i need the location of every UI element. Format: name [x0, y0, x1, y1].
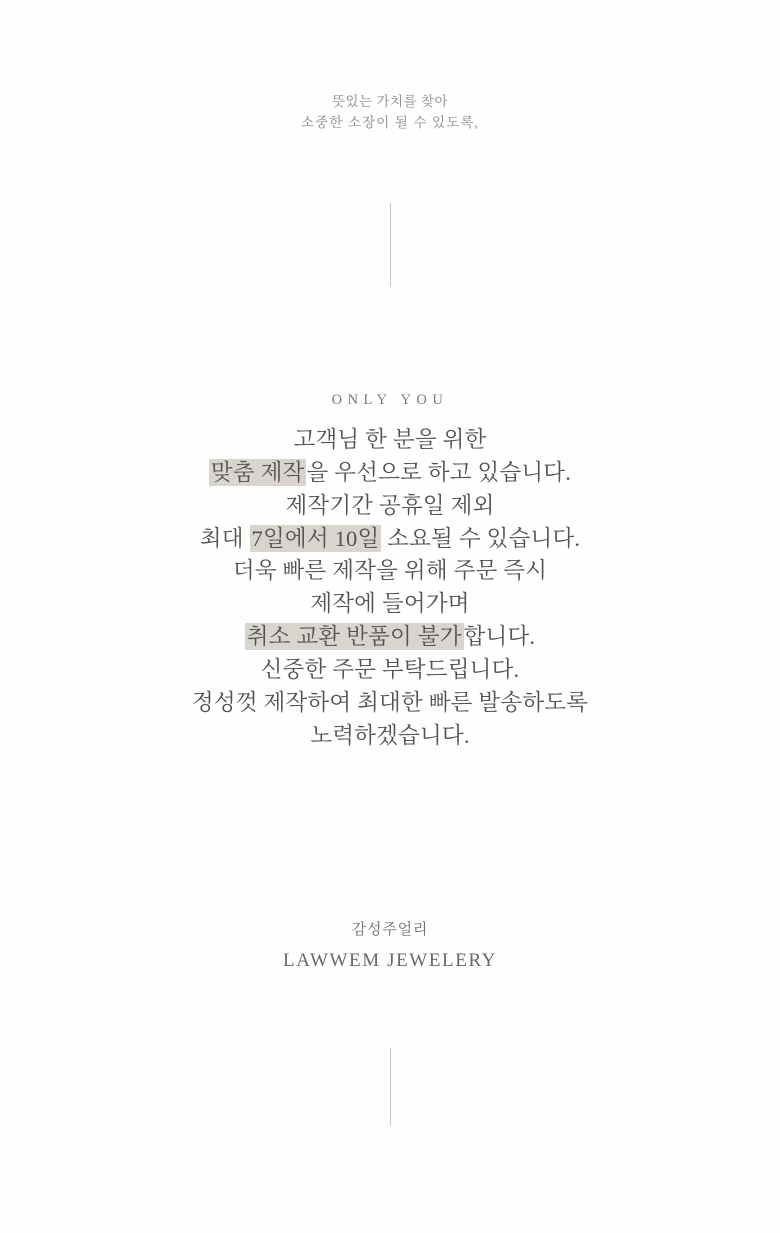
notice-line-pre: 고객님 한 분을 위한	[293, 427, 487, 452]
notice-line-pre: 신중한 주문 부탁드립니다.	[260, 656, 520, 682]
notice-line-highlight: 취소 교환 반품이 불가	[246, 624, 462, 650]
notice-line-post: 합니다.	[463, 624, 536, 650]
notice-line-pre: 최대	[199, 525, 250, 551]
divider-line-bottom	[390, 1048, 391, 1126]
tagline-line-2: 소중한 소장이 될 수 있도록,	[301, 114, 479, 130]
top-tagline	[0, 92, 780, 134]
footer-signature	[0, 918, 780, 972]
footer-english-name: LAWWEM JEWELERY	[282, 950, 498, 971]
notice-line-pre: 노력하겠습니다.	[310, 722, 470, 748]
notice-line	[0, 523, 780, 556]
tagline-line-1: 뜻있는 가치를 찾아	[331, 94, 449, 109]
footer-korean-name: 감성주얼리	[351, 922, 429, 938]
divider-line-top	[390, 203, 391, 287]
notice-line	[0, 588, 780, 621]
notice-line-highlight: 7일에서 10일	[251, 525, 380, 551]
notice-line-pre: 정성껏 제작하여 최대한 빠른 발송하도록	[191, 689, 589, 715]
notice-line	[0, 621, 780, 654]
notice-line-pre: 제작기간 공휴일 제외	[285, 492, 495, 518]
notice-line-pre: 제작에 들어가며	[310, 591, 470, 617]
notice-line-highlight: 맞춤 제작	[210, 459, 305, 485]
notice-line	[0, 654, 780, 687]
notice-line-pre: 더욱 빠른 제작을 위해 주문 즉시	[232, 558, 548, 584]
notice-line	[0, 555, 780, 588]
notice-line	[0, 490, 780, 523]
notice-line	[0, 457, 780, 490]
notice-line-post: 을 우선으로 하고 있습니다.	[306, 459, 572, 485]
notice-line	[0, 720, 780, 753]
brand-tagline: ONLY YOU	[331, 392, 449, 408]
notice-line	[0, 687, 780, 720]
notice-line	[0, 424, 780, 457]
notice-line-post: 소요될 수 있습니다.	[381, 525, 581, 551]
notice-body	[0, 424, 780, 752]
